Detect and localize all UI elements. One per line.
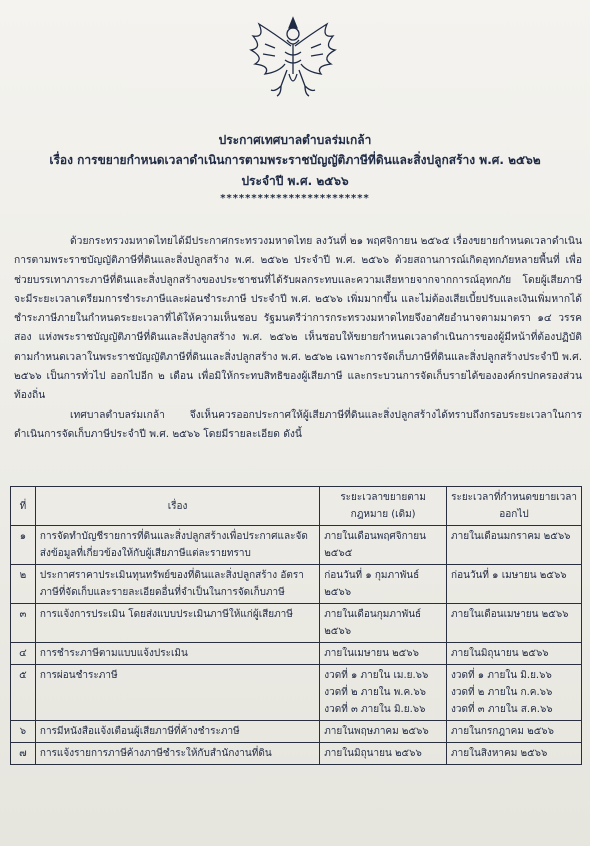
- paragraph-2: เทศบาลตำบลร่มเกล้า จึงเห็นควรออกประกาศให้ผู้เสียภาษีที่ดินและสิ่งปลูกสร้างได้ทราบถึงกรอบระยะเวลาในการดำเนินการจัดเก็บภาษีประจำปี พ.ศ. ๒๕๖๖ โดยมีรายละเอียด ดังนี้: [14, 408, 582, 440]
- table-row: ๒ ประกาศราคาประเมินทุนทรัพย์ของที่ดินและสิ่งปลูกสร้าง อัตราภาษีที่จัดเก็บและรายละเอียดอื่นที่จำเป็นในการจัดเก็บภาษี ก่อนวันที่ ๑ กุมภาพันธ์ ๒๕๖๖ ก่อนวันที่ ๑ เมษายน ๒๕๖๖: [11, 565, 582, 604]
- year-title: ประจำปี พ.ศ. ๒๕๖๖: [241, 174, 349, 188]
- table-row: ๗ การแจ้งรายการภาษีค้างภาษีชำระให้กับสำนักงานที่ดิน ภายในมิถุนายน ๒๕๖๖ ภายในสิงหาคม ๒๕๖๖: [11, 743, 582, 765]
- header-new-period: ระยะเวลาที่กำหนดขยายเวลา ออกไป: [447, 487, 582, 526]
- issuer-title: ประกาศเทศบาลตำบลร่มเกล้า: [218, 133, 372, 147]
- garuda-emblem-icon: [245, 14, 341, 100]
- header-subject: เรื่อง: [35, 487, 319, 526]
- schedule-table: [10, 486, 582, 765]
- paragraph-1: ด้วยกระทรวงมหาดไทยได้มีประกาศกระทรวงมหาดไทย ลงวันที่ ๒๑ พฤศจิกายน ๒๕๖๕ เรื่องขยายกำหนดเวลาดำเนินการตามพระราชบัญญัติภาษีที่ดินและสิ่งปลูกสร้าง พ.ศ. ๒๕๖๒ ประจำปี พ.ศ. ๒๕๖๖ ด้วยสถานการณ์เกิดอุทกภัยหลายพื้นที่ เพื่อช่วยบรรเทาภาระภาษีที่ดินและสิ่งปลูกสร้างของประชาชนที่ได้รับผลกระทบและความเสียหายจากจากการณ์อุทกภัย โดยผู้เสียภาษีจะมีระยะเวลาเตรียมการชำระภาษีและผ่อนชำระภาษี ประจำปี พ.ศ. ๒๕๖๖ เพิ่มมากขึ้น และไม่ต้องเสียเบี้ยปรับและเงินเพิ่มหากได้ชำระภาษีภายในกำหนดระยะเวลาที่ได้ให้ความเห็นชอบ รัฐมนตรีว่าการกระทรวงมหาดไทยจึงอาศัยอำนาจตามมาตรา ๑๔ วรรคสอง แห่งพระราชบัญญัติภาษีที่ดินและสิ่งปลูกสร้าง พ.ศ. ๒๕๖๒ เห็นชอบให้ขยายกำหนดเวลาดำเนินการของผู้มีหน้าที่ต้องปฏิบัติตามกำหนดเวลาในพระราชบัญญัติภาษีที่ดินและสิ่งปลูกสร้าง พ.ศ. ๒๕๖๒ เฉพาะการจัดเก็บภาษีที่ดินและสิ่งปลูกสร้างประจำปี พ.ศ. ๒๕๖๖ เป็นการทั่วไป ออกไปอีก ๒ เดือน เพื่อมิให้กระทบสิทธิของผู้เสียภาษี และกระบวนการจัดเก็บรายได้ขององค์กรปกครองส่วนท้องถิ่น: [14, 235, 582, 402]
- table-row: ๑ การจัดทำบัญชีรายการที่ดินและสิ่งปลูกสร้างเพื่อประกาศและจัดส่งข้อมูลที่เกี่ยวข้องให้กับผู้เสียภาษีแต่ละรายทราบ ภายในเดือนพฤศจิกายน ๒๕๖๕ ภายในเดือนมกราคม ๒๕๖๖: [11, 526, 582, 565]
- table-row: ๕ การผ่อนชำระภาษี งวดที่ ๑ ภายใน เม.ย.๖๖ งวดที่ ๒ ภายใน พ.ค.๖๖ งวดที่ ๓ ภายใน มิ.ย.๖๖ งวดที่ ๑ ภายใน มิ.ย.๖๖ งวดที่ ๒ ภายใน ก.ค.๖๖ งวดที่ ๓ ภายใน ส.ค.๖๖: [11, 665, 582, 721]
- announcement-body: [14, 232, 582, 444]
- asterisk-divider: ************************: [220, 193, 370, 204]
- table-header-row: [11, 487, 582, 526]
- table-row: ๔ การชำระภาษีตามแบบแจ้งประเมิน ภายในเมษายน ๒๕๖๖ ภายในมิถุนายน ๒๕๖๖: [11, 643, 582, 665]
- header-old-period: ระยะเวลาขยายตาม กฎหมาย (เดิม): [320, 487, 447, 526]
- subject-title: เรื่อง การขยายกำหนดเวลาดำเนินการตามพระราชบัญญัติภาษีที่ดินและสิ่งปลูกสร้าง พ.ศ. ๒๕๖๒: [49, 153, 541, 167]
- table-row: ๓ การแจ้งการประเมิน โดยส่งแบบประเมินภาษีให้แก่ผู้เสียภาษี ภายในเดือนกุมภาพันธ์ ๒๕๖๖ ภายในเดือนเมษายน ๒๕๖๖: [11, 604, 582, 643]
- header-no: ที่: [11, 487, 36, 526]
- table-row: ๖ การมีหนังสือแจ้งเตือนผู้เสียภาษีที่ค้างชำระภาษี ภายในพฤษภาคม ๒๕๖๖ ภายในกรกฎาคม ๒๕๖๖: [11, 721, 582, 743]
- title-block: [0, 130, 590, 206]
